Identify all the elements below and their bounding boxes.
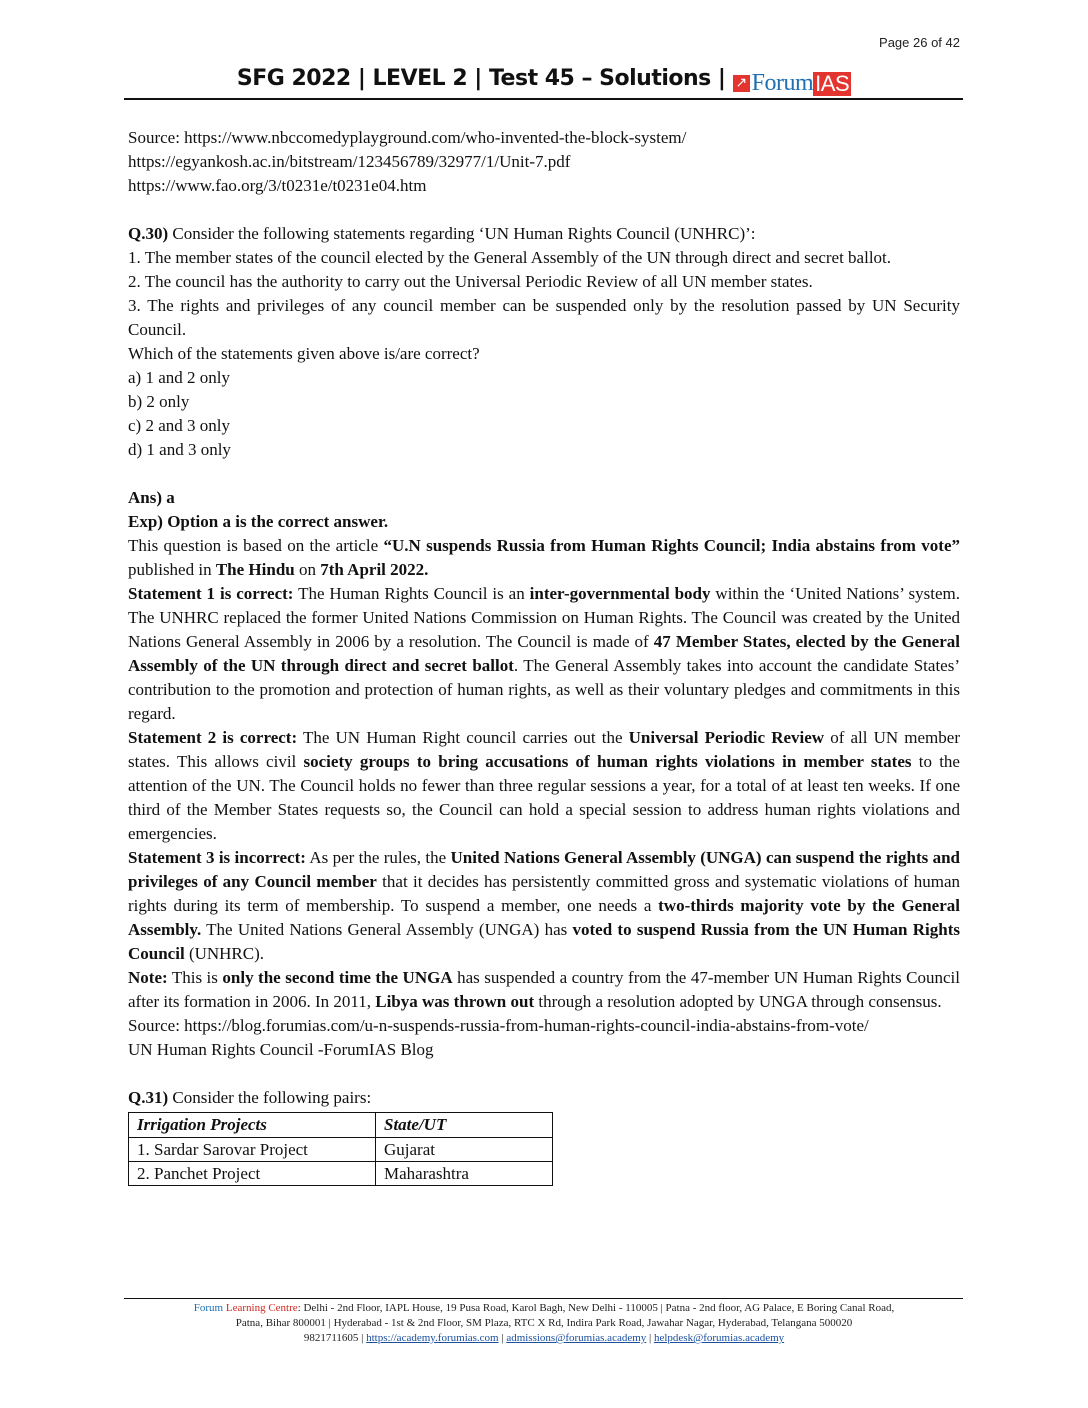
text: This is — [167, 968, 223, 987]
page-number: Page 26 of 42 — [879, 35, 960, 50]
footer-address: : Delhi - 2nd Floor, IAPL House, 19 Pusa Road, Karol Bagh, New Delhi - 110005 | Patna - 2nd floor, AG Palace, E Boring Canal Road, — [297, 1302, 895, 1314]
question-31-stem — [128, 1086, 960, 1110]
helpdesk-email-link[interactable]: helpdesk@forumias.academy — [653, 1332, 785, 1344]
text: of all UN member states. This allows civil — [128, 728, 960, 771]
column-header: Irrigation Projects — [129, 1113, 376, 1138]
explanation-paragraphs — [128, 534, 960, 1038]
text: within the ‘United Nations’ system. The UNHRC replaced the former United Nations Commission on Human Rights. The Council was created by the United Nations General Assembly in 2006 by a resolution. The Council is made of — [128, 584, 960, 651]
text: that it decides has persistently committed gross and systematic violations of human rights during its term of membership. To suspend a member, one needs a — [128, 872, 960, 915]
bold-text: only the second time the UNGA — [222, 968, 453, 987]
bold-text: two-thirds majority vote by the General Assembly. — [128, 896, 960, 939]
explanation-paragraph — [128, 582, 960, 726]
explanation-paragraph — [128, 966, 960, 1014]
column-header: State/UT — [376, 1113, 553, 1138]
explanation-paragraph — [128, 1014, 960, 1038]
table-cell: Maharashtra — [376, 1162, 553, 1186]
page-title — [124, 66, 964, 97]
text: This question is based on the article — [128, 536, 384, 555]
statement: 2. The council has the authority to carry out the Universal Periodic Review of all UN member states. — [128, 272, 813, 291]
bold-text: “U.N suspends Russia from Human Rights Council; India abstains from vote” — [383, 536, 960, 555]
bold-text: United Nations General Assembly (UNGA) can suspend the rights and privileges of any Council member — [128, 848, 960, 891]
statement: 3. The rights and privileges of any council member can be suspended only by the resolution passed by UN Security Council. — [128, 296, 960, 339]
table-header-row — [129, 1113, 553, 1138]
bold-text: Statement 2 is correct: — [128, 728, 298, 747]
website-link[interactable]: https://academy.forumias.com — [366, 1332, 499, 1344]
text: As per the rules, the — [305, 848, 451, 867]
question-text: Consider the following pairs: — [168, 1088, 372, 1107]
text: (UNHRC). — [184, 944, 265, 963]
bold-text: Statement 1 is correct: — [128, 584, 294, 603]
source-line: https://www.fao.org/3/t0231e/t0231e04.htm — [128, 176, 427, 195]
arrow-icon: ↗ — [733, 75, 750, 92]
bold-text: society groups to bring accusations of human rights violations in member states — [303, 752, 912, 771]
header-rule — [124, 98, 963, 100]
title-text: SFG 2022 | LEVEL 2 | Test 45 – Solutions | — [236, 66, 733, 91]
source-extra: UN Human Rights Council -ForumIAS Blog — [128, 1040, 434, 1059]
text: on — [294, 560, 321, 579]
bold-text: The Hindu — [215, 560, 295, 579]
option: c) 2 and 3 only — [128, 416, 230, 435]
document-body — [128, 126, 960, 1186]
bold-text: Libya was thrown out — [375, 992, 535, 1011]
question-30-stem — [128, 222, 960, 246]
text: The UN Human Right council carries out the — [297, 728, 629, 747]
footer-rule — [124, 1298, 963, 1299]
pairs-table — [128, 1112, 553, 1186]
forumias-logo — [733, 70, 851, 97]
question-text: Consider the following statements regarding ‘UN Human Rights Council (UNHRC)’: — [168, 224, 756, 243]
footer-label: Forum — [193, 1302, 224, 1314]
bold-text: Statement 3 is incorrect: — [128, 848, 306, 867]
answer-text: Ans) a — [128, 488, 175, 507]
text: has suspended a country from the 47-member UN Human Rights Council after its formation in 2006. In 2011, — [128, 968, 960, 1011]
footer-address: Patna, Bihar 800001 | Hyderabad - 1st & 2nd Floor, SM Plaza, RTC X Rd, Indira Park Road, Jawahar Nagar, Hyderabad, Telangana 500020 — [235, 1317, 853, 1329]
exp-text: Exp) Option a is the correct answer. — [128, 512, 389, 531]
table-row — [129, 1162, 553, 1186]
footer-phone: 9821711605 | — [303, 1332, 367, 1344]
question-label: Q.31) — [128, 1088, 169, 1107]
footer-label: Learning Centre — [223, 1302, 298, 1314]
bold-text: 47 Member States, elected by the General Assembly of the UN through direct and secret ballot — [128, 632, 960, 675]
question-label: Q.30) — [128, 224, 169, 243]
bold-text: inter-governmental body — [529, 584, 711, 603]
table-cell: 2. Panchet Project — [129, 1162, 376, 1186]
bold-text: Note: — [128, 968, 168, 987]
text: . The General Assembly takes into account the candidate States’ contribution to the promotion and protection of human rights, as well as their voluntary pledges and commitments in this regard. — [128, 656, 960, 723]
text: published in — [128, 560, 216, 579]
text: The United Nations General Assembly (UNGA) has — [201, 920, 573, 939]
separator: | — [498, 1332, 507, 1344]
table-cell: Gujarat — [376, 1138, 553, 1162]
option: d) 1 and 3 only — [128, 440, 231, 459]
explanation-paragraph — [128, 534, 960, 582]
admissions-email-link[interactable]: admissions@forumias.academy — [506, 1332, 647, 1344]
source-line: Source: https://www.nbccomedyplayground.com/who-invented-the-block-system/ — [128, 128, 687, 147]
option: b) 2 only — [128, 392, 190, 411]
bold-text: Universal Periodic Review — [628, 728, 825, 747]
text: through a resolution adopted by UNGA through consensus. — [534, 992, 942, 1011]
source-line: https://egyankosh.ac.in/bitstream/123456789/32977/1/Unit-7.pdf — [128, 152, 571, 171]
question-prompt: Which of the statements given above is/are correct? — [128, 344, 480, 363]
text: to the attention of the UN. The Council holds no fewer than three regular sessions a year, for a total of at least ten weeks. If one third of the Member States requests so, the Council can hold a special session to address human rights violations and emergencies. — [128, 752, 960, 843]
logo-forum: Forum — [751, 70, 814, 96]
statement: 1. The member states of the council elected by the General Assembly of the UN through direct and secret ballot. — [128, 248, 892, 267]
text: The Human Rights Council is an — [293, 584, 530, 603]
answer — [128, 486, 960, 510]
explanation-heading — [128, 510, 960, 534]
table-row — [129, 1138, 553, 1162]
footer — [124, 1301, 964, 1346]
option: a) 1 and 2 only — [128, 368, 230, 387]
table-cell: 1. Sardar Sarovar Project — [129, 1138, 376, 1162]
explanation-paragraph — [128, 846, 960, 966]
bold-text: 7th April 2022. — [320, 560, 429, 579]
bold-text: voted to suspend Russia from the UN Human Rights Council — [128, 920, 960, 963]
explanation-paragraph — [128, 726, 960, 846]
logo-ias: IAS — [815, 70, 850, 96]
text: Source: https://blog.forumias.com/u-n-suspends-russia-from-human-rights-council-india-abstains-from-vote/ — [128, 1016, 869, 1035]
separator: | — [646, 1332, 654, 1344]
